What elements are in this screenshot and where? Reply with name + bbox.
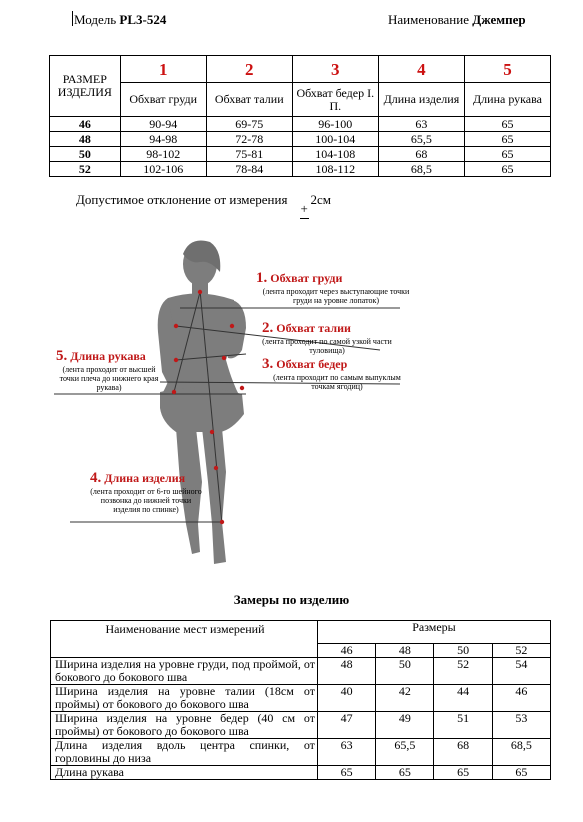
table-cell: 65 (376, 766, 434, 780)
col-label-3: Обхват бедер I. П. (292, 83, 378, 117)
annotation-num: 2. (262, 320, 274, 336)
table-cell: 78-84 (206, 162, 292, 177)
table-cell: 53 (492, 712, 550, 739)
table-cell: 108-112 (292, 162, 378, 177)
col-num-3: 3 (292, 56, 378, 83)
annotation-num: 4. (90, 470, 102, 486)
row-name: Длина рукава (51, 766, 318, 780)
col-label-1: Обхват груди (120, 83, 206, 117)
annotation-note: (лента проходит от высшей точки плеча до нижнего края рукава) (59, 365, 159, 392)
tolerance-line (76, 192, 331, 208)
table-cell: 65,5 (376, 739, 434, 766)
table-cell: 104-108 (292, 147, 378, 162)
table-cell: 65 (464, 147, 550, 162)
annotation-chest (256, 270, 416, 305)
row-size: 50 (50, 147, 121, 162)
size-col: 52 (492, 644, 550, 658)
table-cell: 68,5 (492, 739, 550, 766)
annotation-note: (лента проходит по самой узкой части туловища) (262, 337, 392, 355)
table-cell: 65,5 (378, 132, 464, 147)
table-cell: 65 (464, 162, 550, 177)
annotation-num: 3. (262, 356, 274, 372)
table-row (51, 766, 551, 780)
size-table (49, 55, 551, 177)
annotation-note: (лента проходит по самым выпуклым точкам ягодиц) (273, 373, 401, 391)
product-name-line (388, 12, 526, 28)
table-cell: 68,5 (378, 162, 464, 177)
table-cell: 69-75 (206, 117, 292, 132)
row-name: Ширина изделия на уровне талии (18см от проймы) от бокового до бокового шва (51, 685, 318, 712)
annotation-sleeve (56, 348, 162, 392)
text-cursor (72, 11, 73, 26)
model-line (74, 12, 166, 28)
table-cell: 94-98 (120, 132, 206, 147)
table-cell: 48 (317, 658, 375, 685)
annotation-title: Обхват талии (276, 321, 351, 335)
sizes-header: Размеры (317, 621, 550, 644)
row-size: 48 (50, 132, 121, 147)
table-cell: 54 (492, 658, 550, 685)
size-header (50, 56, 121, 117)
measurements-title: Замеры по изделию (233, 592, 350, 607)
table-cell: 72-78 (206, 132, 292, 147)
table-cell: 96-100 (292, 117, 378, 132)
annotation-title: Обхват груди (270, 271, 343, 285)
annotation-title: Длина изделия (104, 471, 186, 485)
table-row (51, 712, 551, 739)
table-cell: 102-106 (120, 162, 206, 177)
row-size: 52 (50, 162, 121, 177)
row-name: Длина изделия вдоль центра спинки, от горловины до низа (51, 739, 318, 766)
table-cell: 40 (317, 685, 375, 712)
table-row (51, 658, 551, 685)
annotation-num: 1. (256, 270, 268, 286)
table-cell: 42 (376, 685, 434, 712)
model-value: PL3-524 (119, 12, 167, 27)
table-cell: 52 (434, 658, 492, 685)
name-value: Джемпер (472, 12, 526, 27)
model-label: Модель (74, 12, 117, 27)
table-cell: 65 (434, 766, 492, 780)
measurement-figure (50, 232, 510, 572)
table-row (51, 685, 551, 712)
annotation-note: (лента проходит от 6-го шейного позвонка до нижней точки изделия по спинке) (90, 487, 202, 514)
table-cell: 98-102 (120, 147, 206, 162)
col-num-5: 5 (464, 56, 550, 83)
table-cell: 65 (317, 766, 375, 780)
size-col: 50 (434, 644, 492, 658)
table-row (50, 162, 551, 177)
table-cell: 51 (434, 712, 492, 739)
size-col: 48 (376, 644, 434, 658)
col-label-5: Длина рукава (464, 83, 550, 117)
name-header: Наименование мест измерений (51, 621, 318, 658)
annotation-title: Длина рукава (70, 349, 146, 363)
annotation-hips (262, 356, 412, 391)
annotation-note: (лента проходит через выступающие точки груди на уровне лопаток) (262, 287, 410, 305)
table-cell: 75-81 (206, 147, 292, 162)
table-cell: 68 (378, 147, 464, 162)
table-cell: 65 (492, 766, 550, 780)
table-cell: 63 (317, 739, 375, 766)
col-num-4: 4 (378, 56, 464, 83)
table-row (50, 117, 551, 132)
table-cell: 63 (378, 117, 464, 132)
annotation-waist (262, 320, 392, 355)
col-num-1: 1 (120, 56, 206, 83)
size-col: 46 (317, 644, 375, 658)
table-cell: 50 (376, 658, 434, 685)
col-label-2: Обхват талии (206, 83, 292, 117)
table-row (50, 147, 551, 162)
table-cell: 47 (317, 712, 375, 739)
table-row (50, 132, 551, 147)
table-cell: 100-104 (292, 132, 378, 147)
table-cell: 90-94 (120, 117, 206, 132)
annotation-num: 5. (56, 348, 68, 364)
row-name: Ширина изделия на уровне груди, под проймой, от бокового до бокового шва (51, 658, 318, 685)
table-cell: 65 (464, 132, 550, 147)
annotation-length (90, 470, 202, 514)
col-num-2: 2 (206, 56, 292, 83)
measurements-table (50, 620, 551, 780)
tolerance-value: 2см (310, 192, 331, 207)
table-cell: 65 (464, 117, 550, 132)
row-name: Ширина изделия на уровне бедер (40 см от проймы) от бокового до бокового шва (51, 712, 318, 739)
table-row (51, 739, 551, 766)
table-cell: 46 (492, 685, 550, 712)
tolerance-text: Допустимое отклонение от измерения (76, 192, 288, 207)
row-size: 46 (50, 117, 121, 132)
annotation-title: Обхват бедер (276, 357, 348, 371)
col-label-4: Длина изделия (378, 83, 464, 117)
table-cell: 44 (434, 685, 492, 712)
name-label: Наименование (388, 12, 469, 27)
table-cell: 68 (434, 739, 492, 766)
size-header-label: РАЗМЕР ИЗДЕЛИЯ (57, 72, 112, 99)
table-cell: 49 (376, 712, 434, 739)
